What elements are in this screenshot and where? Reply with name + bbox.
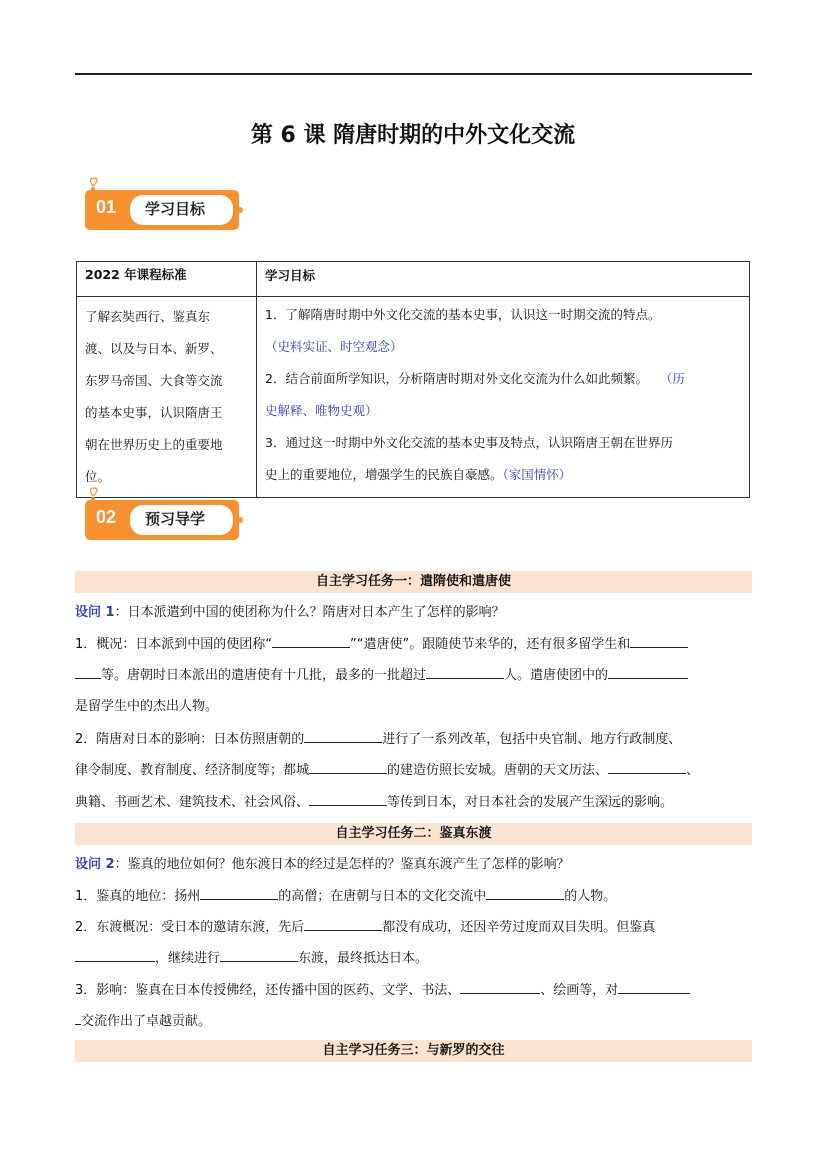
- text: ”“遣唐使”。跟随使节来华的，还有很多留学生和: [350, 637, 631, 652]
- question-label: 设问 1: [75, 605, 115, 620]
- section-badge-preview: [84, 486, 244, 540]
- task1-title: 自主学习任务一：遣隋使和遣唐使: [75, 571, 752, 593]
- section-badge-goals: [84, 176, 244, 230]
- text: 的高僧；在唐朝与日本的文化交流中: [278, 889, 487, 904]
- text: 等传到日本，对日本社会的发展产生深远的影响。: [387, 795, 674, 810]
- task2-p2: [75, 913, 755, 943]
- text: 1．鉴真的地位：扬州: [75, 889, 201, 904]
- task2-p3: [75, 976, 755, 1006]
- task1-p2: [75, 725, 755, 755]
- fill-blank[interactable]: [486, 885, 564, 900]
- text: 等。唐朝时日本派出的遣唐使有十几批，最多的一批超过: [101, 668, 427, 683]
- goal-tag: （历: [659, 371, 685, 386]
- text: 是留学生中的杰出人物。: [75, 699, 219, 714]
- goal-text: 1．了解隋唐时期中外文化交流的基本史事，认识这一时期交流的特点。: [265, 307, 661, 322]
- task2-question: [75, 850, 755, 880]
- task1-p1-cont: [75, 661, 755, 691]
- standard-line: 朝在世界历史上的重要地: [85, 437, 223, 452]
- goal-1: [265, 299, 741, 331]
- fill-blank[interactable]: [272, 633, 350, 648]
- goal-text: 2．结合前面所学知识，分析隋唐时期对外文化交流为什么如此频繁。: [265, 371, 648, 386]
- text: 的建造仿照长安城。唐朝的天文历法、: [387, 763, 609, 778]
- standard-line: 了解玄奘西行、鉴真东: [85, 309, 211, 324]
- standard-line: 位。: [85, 469, 111, 484]
- goal-3: [265, 427, 741, 459]
- fill-blank[interactable]: [75, 947, 155, 962]
- text: 进行了一系列改革，包括中央官制、地方行政制度、: [382, 732, 682, 747]
- fill-blank[interactable]: [426, 664, 504, 679]
- goal-2: [265, 363, 741, 395]
- standard-cell: [77, 297, 257, 498]
- standard-line: 东罗马帝国、大食等交流: [85, 373, 223, 388]
- section-label: 学习目标: [145, 200, 206, 218]
- goal-1-tag: [265, 331, 741, 363]
- text: 的人物。: [564, 889, 617, 904]
- section-number: 02: [96, 507, 117, 527]
- task2-p1: [75, 882, 755, 912]
- text: 交流作出了卓越贡献。: [81, 1014, 212, 1029]
- text: ，继续进行: [155, 951, 221, 966]
- task3-title: 自主学习任务三：与新罗的交往: [75, 1040, 752, 1062]
- fill-blank[interactable]: [75, 664, 101, 679]
- text: 、绘画等，对: [540, 983, 619, 998]
- fill-blank[interactable]: [608, 759, 686, 774]
- text: 东渡，最终抵达日本。: [298, 951, 429, 966]
- table-header: 学习目标: [257, 262, 750, 297]
- goal-3-cont: [265, 459, 741, 491]
- table-row: [77, 297, 750, 498]
- task1-p2-cont: [75, 756, 755, 786]
- goal-tag: （史料实证、时空观念）: [265, 339, 403, 354]
- fill-blank[interactable]: [200, 885, 278, 900]
- goals-table: [76, 261, 750, 498]
- header-rule: [75, 73, 752, 75]
- goal-text: 3．通过这一时期中外文化交流的基本史事及特点，认识隋唐王朝在世界历: [265, 435, 673, 450]
- goals-cell: [257, 297, 750, 498]
- task2-p3-end: [75, 1007, 755, 1037]
- task1-p1: [75, 630, 755, 660]
- goal-tag: （家国情怀）: [502, 467, 572, 482]
- task2-p2-cont: [75, 944, 755, 974]
- text: 人。遣唐使团中的: [504, 668, 609, 683]
- task2-title: 自主学习任务二：鉴真东渡: [75, 823, 752, 845]
- question-text: ：鉴真的地位如何？他东渡日本的经过是怎样的？鉴真东渡产生了怎样的影响？: [114, 857, 570, 872]
- text: 典籍、书画艺术、建筑技术、社会风俗、: [75, 795, 310, 810]
- task1-p1-end: [75, 692, 755, 722]
- text: 2．东渡概况：受日本的邀请东渡，先后: [75, 920, 305, 935]
- fill-blank[interactable]: [309, 791, 387, 806]
- goal-tag: 史解释、唯物史观）: [265, 403, 378, 418]
- text: 3．影响：鉴真在日本传授佛经，还传播中国的医药、文学、书法、: [75, 983, 461, 998]
- table-header: 2022 年课程标准: [77, 262, 257, 297]
- section-number: 01: [96, 197, 117, 217]
- page-title: 第 6 课 隋唐时期的中外文化交流: [250, 123, 576, 148]
- text: 都没有成功，还因辛劳过度而双目失明。但鉴真: [382, 920, 656, 935]
- fill-blank[interactable]: [220, 947, 298, 962]
- text: 律令制度、教育制度、经济制度等；都城: [75, 763, 310, 778]
- text: 1．概况：日本派到中国的使团称“: [75, 637, 273, 652]
- fill-blank[interactable]: [608, 664, 688, 679]
- goal-text: 史上的重要地位，增强学生的民族自豪感。: [265, 467, 503, 482]
- section-label: 预习导学: [145, 510, 206, 528]
- fill-blank[interactable]: [630, 633, 688, 648]
- fill-blank[interactable]: [304, 728, 382, 743]
- fill-blank[interactable]: [460, 979, 540, 994]
- text: 、: [686, 763, 700, 778]
- question-label: 设问 2: [75, 857, 115, 872]
- fill-blank[interactable]: [618, 979, 690, 994]
- task1-p2-end: [75, 788, 755, 818]
- standard-line: 的基本史事，认识隋唐王: [85, 405, 223, 420]
- goal-2-tag: [265, 395, 741, 427]
- fill-blank[interactable]: [309, 759, 387, 774]
- fill-blank[interactable]: [304, 916, 382, 931]
- table-header-row: [77, 262, 750, 297]
- task1-question: [75, 598, 755, 628]
- text: 2．隋唐对日本的影响：日本仿照唐朝的: [75, 732, 305, 747]
- question-text: ：日本派遣到中国的使团称为什么？隋唐对日本产生了怎样的影响？: [114, 605, 505, 620]
- standard-line: 渡、以及与日本、新罗、: [85, 341, 223, 356]
